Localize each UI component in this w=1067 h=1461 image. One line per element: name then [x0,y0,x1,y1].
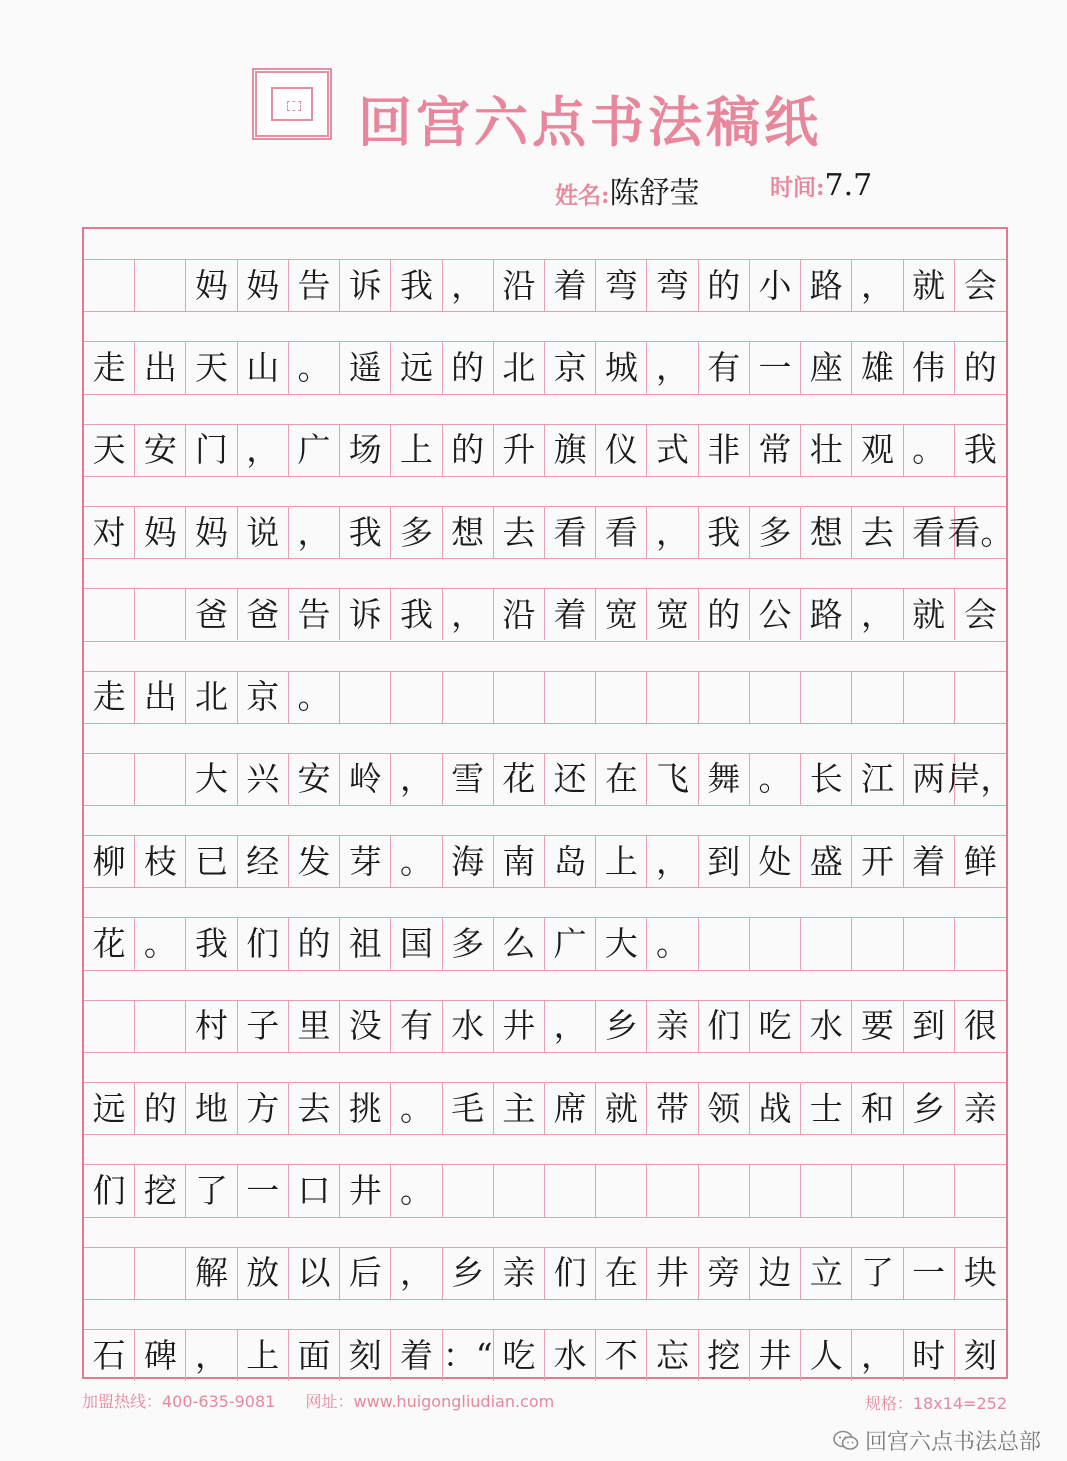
grid-cell: 多 [443,917,494,969]
grid-cell: 已 [186,835,237,887]
watermark [833,1425,1041,1456]
grid-cell: ， [852,1329,903,1381]
grid-cell: 沿 [494,588,545,640]
grid-row-separator [84,476,1006,477]
grid-cell: 忘 [647,1329,698,1381]
grid-cell: 上 [238,1329,289,1381]
grid-cell [699,671,750,723]
grid-cell: 了 [186,1164,237,1216]
grid-cell: 井 [340,1164,391,1216]
grid-cell: 乡 [596,1000,647,1052]
grid-cell [545,671,596,723]
grid-cell: 着 [545,588,596,640]
grid-cell: 公 [750,588,801,640]
name-value: 陈舒莹 [609,176,700,211]
grid-cell: 没 [340,1000,391,1052]
grid-cell: 一 [238,1164,289,1216]
grid-cell [904,671,955,723]
grid-cell: 遥 [340,341,391,393]
grid-cell: 的 [443,341,494,393]
grid-cell: ， [647,506,698,558]
grid-cell [135,1247,186,1299]
grid-cell [801,917,852,969]
grid-cell [647,671,698,723]
grid-cell: 看 [904,506,955,558]
grid-cell: 山 [238,341,289,393]
grid-cell [443,1164,494,1216]
grid-cell: 诉 [340,259,391,311]
grid-cell: ， [391,753,442,805]
grid-cell: 的 [963,347,997,387]
grid-cell [84,1247,135,1299]
grid-cell: 的 [289,917,340,969]
grid-cell: 伟 [904,341,955,393]
grid-cell [596,671,647,723]
grid-cell: 有 [391,1000,442,1052]
grid-cell [955,917,1006,969]
grid-cell: 上 [596,835,647,887]
grid-cell: 亲 [494,1247,545,1299]
grid-cell: 席 [545,1082,596,1134]
grid-cell: 枝 [135,835,186,887]
grid-cell [852,671,903,723]
grid-cell: 妈 [135,506,186,558]
grid-cell: 式 [647,424,698,476]
grid-cell: 后 [340,1247,391,1299]
grid-cell: 远 [391,341,442,393]
grid-cell: 乡 [904,1082,955,1134]
grid-cell [904,1164,955,1216]
grid-cell: 人 [801,1329,852,1381]
grid-cell: 的 [443,424,494,476]
grid-cell: ：“ [443,1329,494,1381]
grid-cell: ， [647,835,698,887]
grid-cell: 座 [801,341,852,393]
grid-cell: 看 [596,506,647,558]
time-label: 时间: [770,174,825,201]
brand-title: 回宫六点书法稿纸 [358,90,822,154]
grid-cell: 安 [135,424,186,476]
grid-cell: 飞 [647,753,698,805]
grid-cell: ， [391,1247,442,1299]
grid-row-separator [84,723,1006,724]
grid-cell: 弯 [647,259,698,311]
grid-cell: 雪 [443,753,494,805]
grid-cell: 爸 [238,588,289,640]
grid-cell: 亲 [963,1088,997,1128]
grid-cell: 会 [963,594,997,634]
grid-cell: 着 [904,835,955,887]
footer-website: 网址：www.huigongliudian.com [305,1392,555,1411]
grid-cell: 井 [494,1000,545,1052]
grid-cell: 水 [443,1000,494,1052]
grid-cell: ， [238,424,289,476]
grid-cell: ， [852,588,903,640]
grid-cell: 城 [596,341,647,393]
grid-row-separator [84,1052,1006,1053]
grid-cell: 海 [443,835,494,887]
grid-cell: 妈 [238,259,289,311]
grid-cell [596,1164,647,1216]
grid-cell: 放 [238,1247,289,1299]
grid-cell: 走 [84,341,135,393]
grid-cell: 弯 [596,259,647,311]
grid-cell: 。 [289,671,340,723]
grid-cell: 边 [750,1247,801,1299]
grid-cell: 里 [289,1000,340,1052]
grid-cell: 毛 [443,1082,494,1134]
grid-cell: 旁 [699,1247,750,1299]
grid-cell: 盛 [801,835,852,887]
grid-cell [955,1164,1006,1216]
grid-cell: 芽 [340,835,391,887]
grid-cell [494,671,545,723]
grid-cell: 沿 [494,259,545,311]
grid-cell: 一 [750,341,801,393]
grid-cell: 们 [84,1164,135,1216]
grid-cell: 京 [238,671,289,723]
wechat-icon [833,1430,859,1452]
grid-cell: 领 [699,1082,750,1134]
grid-cell [135,588,186,640]
grid-cell: 宽 [596,588,647,640]
grid-cell: 亲 [647,1000,698,1052]
grid-cell: 江 [852,753,903,805]
grid-cell: 还 [545,753,596,805]
grid-row-separator [84,1217,1006,1218]
grid-cell: 。 [289,341,340,393]
grid-cell: 我 [186,917,237,969]
grid-cell: 在 [596,753,647,805]
grid-cell: ， [443,259,494,311]
grid-cell: ， [443,588,494,640]
grid-cell: 。 [135,917,186,969]
grid-row-separator [84,805,1006,806]
grid-cell [84,753,135,805]
grid-cell: ， [289,506,340,558]
grid-cell: 么 [494,917,545,969]
grid-cell: 有 [699,341,750,393]
grid-cell: 不 [596,1329,647,1381]
grid-cell: 立 [801,1247,852,1299]
grid-cell: 我 [391,588,442,640]
grid-cell: ， [852,259,903,311]
grid-cell: 大 [186,753,237,805]
grid-cell: 花 [494,753,545,805]
grid-cell [750,1164,801,1216]
grid-cell: 挑 [340,1082,391,1134]
grid-cell: 小 [750,259,801,311]
time-value: 7.7 [824,168,873,203]
grid-cell [84,259,135,311]
grid-cell: 兴 [238,753,289,805]
grid-cell: 观 [852,424,903,476]
footer-hotline: 加盟热线：400-635-9081 [82,1392,276,1411]
grid-row-separator [84,311,1006,312]
grid-cell: 面 [289,1329,340,1381]
writing-grid [82,227,1014,1379]
grid-cell: 经 [238,835,289,887]
grid-cell: 上 [391,424,442,476]
grid-cell: 就 [904,588,955,640]
grid-cell: 去 [494,506,545,558]
grid-cell [647,1164,698,1216]
grid-cell: 京 [545,341,596,393]
grid-cell: 国 [391,917,442,969]
grid-cell: 告 [289,588,340,640]
grid-cell: 井 [647,1247,698,1299]
grid-cell: 水 [545,1329,596,1381]
grid-cell [135,753,186,805]
grid-cell: 。 [750,753,801,805]
grid-cell: 们 [545,1247,596,1299]
grid-cell: 多 [391,506,442,558]
grid-cell: 刻 [340,1329,391,1381]
grid-cell: 就 [596,1082,647,1134]
grid-cell: 看。 [947,512,1014,552]
grid-cell: 远 [84,1082,135,1134]
grid-row-separator [84,558,1006,559]
grid-cell: 刻 [963,1335,997,1375]
brand-logo-icon [252,68,332,140]
grid-cell: 的 [699,588,750,640]
grid-cell: 宽 [647,588,698,640]
grid-cell: ， [186,1329,237,1381]
grid-cell: 北 [494,341,545,393]
footer-contact [82,1389,554,1412]
grid-cell [750,671,801,723]
grid-cell: 发 [289,835,340,887]
grid-cell: 子 [238,1000,289,1052]
grid-cell: 祖 [340,917,391,969]
grid-cell: 天 [186,341,237,393]
grid-cell: 多 [750,506,801,558]
grid-cell [801,1164,852,1216]
grid-cell: 村 [186,1000,237,1052]
grid-cell: 战 [750,1082,801,1134]
grid-row-separator [84,887,1006,888]
grid-cell: 就 [904,259,955,311]
grid-cell: 壮 [801,424,852,476]
grid-cell: 岭 [340,753,391,805]
grid-cell: 对 [84,506,135,558]
grid-cell: 南 [494,835,545,887]
grid-cell [84,1000,135,1052]
grid-cell: 路 [801,259,852,311]
grid-cell [545,1164,596,1216]
grid-cell: 吃 [494,1329,545,1381]
grid-cell: 挖 [699,1329,750,1381]
grid-cell: 出 [135,671,186,723]
grid-cell [852,1164,903,1216]
grid-cell [904,917,955,969]
grid-cell: 水 [801,1000,852,1052]
grid-cell [699,917,750,969]
grid-cell: 到 [699,835,750,887]
grid-cell: 到 [904,1000,955,1052]
grid-cell [494,1164,545,1216]
grid-cell: 着 [391,1329,442,1381]
grid-cell: 乡 [443,1247,494,1299]
grid-cell: 们 [699,1000,750,1052]
grid-cell: 舞 [699,753,750,805]
grid-cell [955,671,1006,723]
grid-cell: 主 [494,1082,545,1134]
grid-cell: 门 [186,424,237,476]
grid-cell: 爸 [186,588,237,640]
grid-cell: 在 [596,1247,647,1299]
grid-cell: 鲜 [963,841,997,881]
grid-cell [135,1000,186,1052]
grid-cell: 时 [904,1329,955,1381]
grid-cell: 走 [84,671,135,723]
grid-cell: 我 [963,430,997,470]
grid-row-separator [84,394,1006,395]
grid-cell: 解 [186,1247,237,1299]
grid-cell: 去 [289,1082,340,1134]
grid-cell [340,671,391,723]
grid-cell: 以 [289,1247,340,1299]
grid-cell: 广 [289,424,340,476]
footer-spec: 规格：18x14=252 [864,1394,1007,1413]
grid-cell: 北 [186,671,237,723]
grid-cell: 和 [852,1082,903,1134]
grid-cell: 岸， [947,759,1014,799]
grid-cell: 。 [391,1082,442,1134]
grid-cell: 去 [852,506,903,558]
time-field [770,168,872,203]
grid-cell: 的 [699,259,750,311]
grid-cell: 。 [647,917,698,969]
grid-cell: 广 [545,917,596,969]
grid-cell: 大 [596,917,647,969]
grid-cell: 士 [801,1082,852,1134]
grid-cell: 非 [699,424,750,476]
grid-cell: 。 [904,424,955,476]
grid-cell: 我 [391,259,442,311]
grid-cell: 岛 [545,835,596,887]
grid-cell: 想 [801,506,852,558]
grid-row-separator [84,970,1006,971]
grid-row-separator [84,1299,1006,1300]
grid-cell [84,588,135,640]
grid-cell: 吃 [750,1000,801,1052]
grid-cell: 。 [391,1164,442,1216]
grid-cell: 处 [750,835,801,887]
grid-cell: 常 [750,424,801,476]
grid-cell: ， [545,1000,596,1052]
grid-cell: 们 [238,917,289,969]
grid-cell: 天 [84,424,135,476]
grid-cell: 井 [750,1329,801,1381]
grid-row-separator [84,641,1006,642]
grid-cell: 方 [238,1082,289,1134]
name-label: 姓名: [555,182,610,209]
grid-cell: 带 [647,1082,698,1134]
grid-cell: 块 [963,1253,997,1293]
grid-cell: 告 [289,259,340,311]
grid-cell: 了 [852,1247,903,1299]
grid-cell: 妈 [186,259,237,311]
grid-cell: 出 [135,341,186,393]
grid-cell: 旗 [545,424,596,476]
grid-cell: 地 [186,1082,237,1134]
grid-cell: 很 [963,1006,997,1046]
watermark-text: 回宫六点书法总部 [864,1430,1041,1455]
grid-cell: 口 [289,1164,340,1216]
grid-cell: 说 [238,506,289,558]
grid-cell: ， [647,341,698,393]
grid-cell [443,671,494,723]
grid-cell [750,917,801,969]
grid-cell: 挖 [135,1164,186,1216]
grid-cell: 。 [391,835,442,887]
grid-row-separator [84,1134,1006,1135]
grid-cell: 看 [545,506,596,558]
grid-cell [391,671,442,723]
grid-cell: 两 [904,753,955,805]
grid-cell [801,671,852,723]
grid-cell: 柳 [84,835,135,887]
grid-cell: 着 [545,259,596,311]
grid-cell: 石 [84,1329,135,1381]
grid-cell: 我 [699,506,750,558]
grid-cell: 诉 [340,588,391,640]
grid-cell: 升 [494,424,545,476]
grid-cell: 我 [340,506,391,558]
grid-cell: 场 [340,424,391,476]
grid-cell: 花 [84,917,135,969]
name-field [555,168,700,212]
grid-cell: 路 [801,588,852,640]
grid-cell: 一 [904,1247,955,1299]
grid-cell: 开 [852,835,903,887]
grid-cell: 安 [289,753,340,805]
grid-cell [699,1164,750,1216]
grid-cell: 仪 [596,424,647,476]
grid-cell: 碑 [135,1329,186,1381]
grid-cell: 的 [135,1082,186,1134]
grid-cell [135,259,186,311]
grid-cell: 会 [963,265,997,305]
grid-cell: 想 [443,506,494,558]
grid-cell [852,917,903,969]
grid-cell: 雄 [852,341,903,393]
grid-cell: 长 [801,753,852,805]
grid-cell: 妈 [186,506,237,558]
grid-cell: 要 [852,1000,903,1052]
